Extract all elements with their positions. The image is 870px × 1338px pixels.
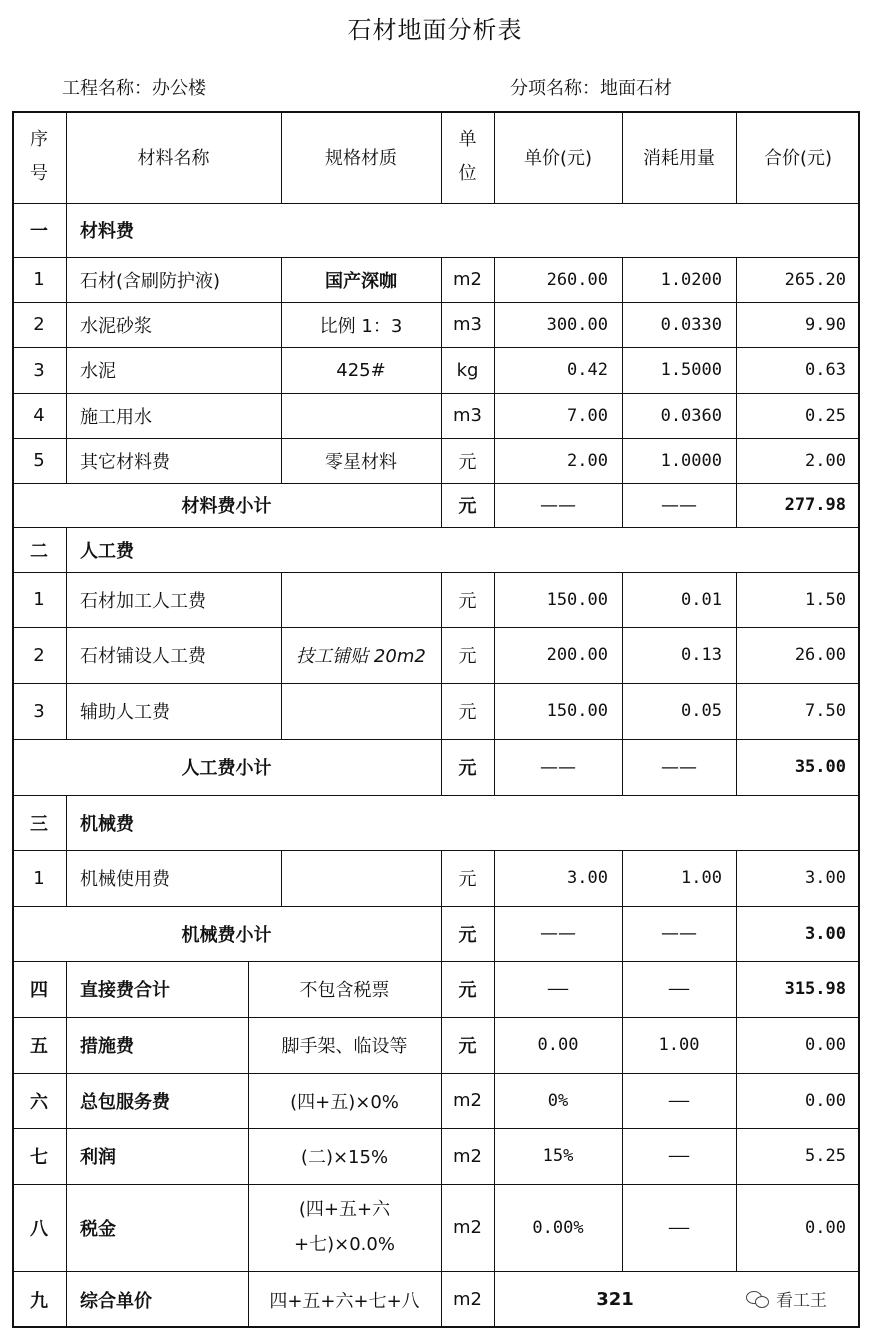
column-divider <box>66 347 67 393</box>
column-divider <box>66 572 67 627</box>
item-unit: 元 <box>458 590 477 612</box>
column-divider <box>281 111 282 203</box>
row-number: 2 <box>33 644 45 666</box>
row-number: 3 <box>33 700 45 722</box>
column-divider <box>736 1128 737 1184</box>
header-unit <box>441 111 494 203</box>
summary-total: 315.98 <box>784 979 846 999</box>
column-divider <box>736 906 737 961</box>
item-total: 0.63 <box>805 360 846 380</box>
summary-price: 0.00% <box>532 1217 584 1238</box>
summary-number: 五 <box>30 1036 48 1057</box>
column-divider <box>248 1073 249 1128</box>
subtotal-unit: 元 <box>458 496 477 517</box>
column-divider <box>494 1073 495 1128</box>
column-divider <box>494 1271 495 1328</box>
section-label: 材料费 <box>80 221 134 242</box>
subtotal-unit: 元 <box>458 924 477 946</box>
row-number: 1 <box>33 589 45 610</box>
item-spec: 国产深咖 <box>325 270 397 292</box>
column-divider <box>281 302 282 347</box>
column-divider <box>66 203 67 257</box>
column-divider <box>622 483 623 527</box>
item-spec: 比例 1：3 <box>319 315 403 337</box>
item-name: 水泥砂浆 <box>80 315 152 337</box>
column-divider <box>441 627 442 683</box>
column-divider <box>441 483 442 527</box>
column-divider <box>622 302 623 347</box>
item-price: 200.00 <box>546 645 608 665</box>
column-divider <box>494 572 495 627</box>
column-divider <box>441 572 442 627</box>
item-unit: m3 <box>453 405 482 426</box>
summary-number: 七 <box>30 1147 48 1168</box>
summary-name: 税金 <box>80 1218 116 1240</box>
column-divider <box>622 572 623 627</box>
subtotal-label: 人工费小计 <box>181 758 272 779</box>
item-name: 石材铺设人工费 <box>80 646 206 667</box>
column-divider <box>736 1184 737 1271</box>
item-qty: 0.0360 <box>660 405 722 426</box>
column-divider <box>736 739 737 795</box>
header-total: 合价(元) <box>763 148 833 169</box>
header-unit-char: 单 <box>458 128 477 150</box>
column-divider <box>494 347 495 393</box>
column-divider <box>622 850 623 906</box>
column-divider <box>736 572 737 627</box>
column-divider <box>736 393 737 438</box>
column-divider <box>622 257 623 302</box>
column-divider <box>66 1128 67 1184</box>
summary-spec: 不包含税票 <box>299 980 390 1001</box>
summary-total: 0.00 <box>805 1217 846 1238</box>
header-unit-char: 位 <box>458 163 477 184</box>
subtotal-qty: —— <box>661 923 697 944</box>
column-divider <box>66 257 67 302</box>
column-divider <box>736 257 737 302</box>
column-divider <box>66 1184 67 1271</box>
column-divider <box>66 795 67 850</box>
watermark-text: 看工王 <box>776 1291 827 1311</box>
column-divider <box>441 347 442 393</box>
column-divider <box>494 393 495 438</box>
summary-name: 直接费合计 <box>80 980 170 1001</box>
header-spec: 规格材质 <box>325 148 397 169</box>
column-divider <box>494 438 495 483</box>
column-divider <box>622 627 623 683</box>
summary-unit: 元 <box>458 1036 477 1057</box>
item-spec <box>281 850 441 906</box>
column-divider <box>281 257 282 302</box>
section-number: 二 <box>30 540 48 562</box>
project-name: 工程名称：办公楼 <box>62 78 206 99</box>
summary-price: —— <box>547 979 569 999</box>
column-divider <box>66 302 67 347</box>
column-divider <box>622 1073 623 1128</box>
subtotal-label: 材料费小计 <box>181 496 272 517</box>
item-qty: 1.5000 <box>660 360 722 380</box>
summary-spec: (四+五+六+七)×0.0% <box>294 1199 395 1255</box>
item-name: 其它材料费 <box>80 451 170 473</box>
final-unit: m2 <box>453 1289 482 1310</box>
item-total: 2.00 <box>805 450 846 471</box>
column-divider <box>66 627 67 683</box>
column-divider <box>441 302 442 347</box>
item-price: 260.00 <box>546 269 608 290</box>
column-divider <box>441 1128 442 1184</box>
chat-bubble-icon <box>746 1289 770 1309</box>
column-divider <box>622 1017 623 1073</box>
subtotal-label: 机械费小计 <box>181 924 272 946</box>
final-number: 九 <box>30 1290 48 1312</box>
column-divider <box>441 438 442 483</box>
column-divider <box>622 1128 623 1184</box>
item-total: 9.90 <box>805 314 846 335</box>
column-divider <box>441 111 442 203</box>
column-divider <box>622 438 623 483</box>
item-unit: 元 <box>458 646 477 667</box>
item-price: 150.00 <box>546 589 608 610</box>
summary-total: 5.25 <box>805 1146 846 1166</box>
column-divider <box>248 1271 249 1328</box>
header-seq-char: 序 <box>30 128 48 150</box>
item-price: 7.00 <box>567 405 608 426</box>
summary-total: 0.00 <box>805 1035 846 1055</box>
summary-unit: 元 <box>458 980 477 1001</box>
item-price: 300.00 <box>546 314 608 335</box>
column-divider <box>622 961 623 1017</box>
item-unit: m2 <box>453 269 482 290</box>
item-total: 3.00 <box>805 868 846 888</box>
column-divider <box>66 961 67 1017</box>
item-unit: 元 <box>458 451 477 473</box>
item-total: 26.00 <box>794 645 846 665</box>
summary-qty: —— <box>668 1090 690 1111</box>
item-unit: m3 <box>453 314 482 335</box>
summary-price: 0.00 <box>537 1035 579 1055</box>
header-name: 材料名称 <box>137 148 210 169</box>
item-qty: 1.0200 <box>660 269 722 290</box>
summary-name: 总包服务费 <box>80 1091 170 1113</box>
item-name: 施工用水 <box>80 406 152 428</box>
column-divider <box>622 111 623 203</box>
column-divider <box>281 347 282 393</box>
item-spec: 425# <box>336 359 386 381</box>
column-divider <box>622 906 623 961</box>
item-price: 2.00 <box>567 450 608 471</box>
column-divider <box>441 906 442 961</box>
column-divider <box>441 850 442 906</box>
column-divider <box>281 572 282 627</box>
item-total: 0.25 <box>805 405 846 426</box>
header-seq <box>12 111 66 203</box>
subtotal-price: —— <box>540 756 576 778</box>
item-name: 石材(含刷防护液) <box>80 270 221 292</box>
column-divider <box>494 961 495 1017</box>
column-divider <box>494 483 495 527</box>
column-divider <box>441 1184 442 1271</box>
item-unit: 元 <box>458 702 477 723</box>
item-name: 石材加工人工费 <box>80 590 206 612</box>
column-divider <box>494 1128 495 1184</box>
summary-unit: m2 <box>453 1217 482 1238</box>
column-divider <box>494 906 495 961</box>
subitem-name: 分项名称：地面石材 <box>510 78 672 99</box>
item-name: 辅助人工费 <box>80 702 170 723</box>
summary-qty: 1.00 <box>658 1035 700 1055</box>
column-divider <box>736 1017 737 1073</box>
row-number: 3 <box>33 359 45 381</box>
summary-name: 利润 <box>80 1147 116 1168</box>
column-divider <box>66 438 67 483</box>
column-divider <box>736 683 737 739</box>
item-qty: 0.05 <box>681 701 722 721</box>
column-divider <box>622 683 623 739</box>
column-divider <box>441 393 442 438</box>
header-seq-char: 号 <box>30 163 48 184</box>
column-divider <box>494 627 495 683</box>
item-price: 0.42 <box>567 360 608 380</box>
row-number: 4 <box>33 405 45 426</box>
column-divider <box>736 961 737 1017</box>
subtotal-total: 277.98 <box>784 495 846 515</box>
item-qty: 0.01 <box>681 589 722 610</box>
summary-number: 四 <box>30 980 48 1001</box>
item-qty: 1.0000 <box>660 450 722 471</box>
final-total: 321 <box>596 1289 634 1310</box>
column-divider <box>66 1073 67 1128</box>
item-total: 265.20 <box>784 269 846 290</box>
subtotal-unit: 元 <box>458 758 477 779</box>
summary-total: 0.00 <box>805 1090 846 1111</box>
column-divider <box>66 850 67 906</box>
column-divider <box>441 1073 442 1128</box>
summary-unit: m2 <box>453 1090 482 1111</box>
column-divider <box>494 1017 495 1073</box>
summary-price: 15% <box>542 1146 574 1166</box>
column-divider <box>66 527 67 572</box>
summary-name: 措施费 <box>80 1036 134 1057</box>
column-divider <box>736 302 737 347</box>
subtotal-price: —— <box>540 923 576 944</box>
summary-spec: 脚手架、临设等 <box>281 1036 408 1057</box>
column-divider <box>622 1184 623 1271</box>
column-divider <box>281 683 282 739</box>
row-number: 2 <box>33 314 45 335</box>
subtotal-qty: —— <box>661 494 697 516</box>
final-name: 综合单价 <box>80 1290 152 1312</box>
column-divider <box>494 257 495 302</box>
analysis-table <box>12 111 860 1328</box>
section-label: 机械费 <box>80 813 134 835</box>
item-qty: 0.0330 <box>660 314 722 335</box>
item-unit: kg <box>456 359 479 381</box>
column-divider <box>494 739 495 795</box>
column-divider <box>441 1017 442 1073</box>
column-divider <box>494 111 495 203</box>
summary-qty: —— <box>668 1146 690 1166</box>
item-spec <box>281 393 441 438</box>
column-divider <box>281 850 282 906</box>
column-divider <box>494 850 495 906</box>
column-divider <box>494 683 495 739</box>
page-title: 石材地面分析表 <box>347 16 523 44</box>
final-spec: 四+五+六+七+八 <box>269 1290 420 1312</box>
column-divider <box>736 483 737 527</box>
item-total: 7.50 <box>805 701 846 721</box>
column-divider <box>441 683 442 739</box>
column-divider <box>66 111 67 203</box>
summary-spec: (二)×15% <box>300 1147 389 1168</box>
subtotal-qty: —— <box>661 756 697 778</box>
item-name: 机械使用费 <box>80 869 170 890</box>
column-divider <box>622 393 623 438</box>
column-divider <box>66 393 67 438</box>
summary-qty: —— <box>668 1217 690 1238</box>
header-qty: 消耗用量 <box>643 148 715 169</box>
subtotal-price: —— <box>540 494 576 516</box>
column-divider <box>736 347 737 393</box>
subtotal-total: 3.00 <box>805 923 846 944</box>
summary-number: 八 <box>30 1218 48 1240</box>
subtotal-total: 35.00 <box>794 757 846 777</box>
item-price: 150.00 <box>546 701 608 721</box>
column-divider <box>441 1271 442 1328</box>
row-number: 1 <box>33 867 45 889</box>
item-total: 1.50 <box>805 589 846 610</box>
summary-price: 0% <box>547 1090 569 1111</box>
item-qty: 1.00 <box>681 868 722 888</box>
row-number: 5 <box>33 450 45 471</box>
item-spec <box>281 572 441 627</box>
column-divider <box>622 347 623 393</box>
item-spec <box>281 683 441 739</box>
column-divider <box>494 302 495 347</box>
column-divider <box>281 393 282 438</box>
watermark <box>746 1286 827 1311</box>
column-divider <box>622 739 623 795</box>
item-qty: 0.13 <box>681 645 722 665</box>
column-divider <box>736 438 737 483</box>
section-label: 人工费 <box>80 540 134 562</box>
column-divider <box>248 1128 249 1184</box>
summary-qty: —— <box>668 979 690 999</box>
column-divider <box>441 739 442 795</box>
column-divider <box>248 1017 249 1073</box>
item-price: 3.00 <box>567 868 608 888</box>
item-name: 水泥 <box>80 361 116 382</box>
column-divider <box>66 683 67 739</box>
column-divider <box>66 1017 67 1073</box>
column-divider <box>441 961 442 1017</box>
section-number: 三 <box>30 813 48 835</box>
item-spec: 技工铺贴 20m2 <box>296 646 426 667</box>
column-divider <box>281 438 282 483</box>
column-divider <box>494 1184 495 1271</box>
column-divider <box>736 1073 737 1128</box>
column-divider <box>248 1184 249 1271</box>
summary-unit: m2 <box>453 1145 482 1167</box>
column-divider <box>736 111 737 203</box>
column-divider <box>736 850 737 906</box>
item-unit: 元 <box>458 869 477 890</box>
row-number: 1 <box>33 269 45 290</box>
summary-spec: (四+五)×0% <box>290 1091 399 1113</box>
column-divider <box>281 627 282 683</box>
column-divider <box>248 961 249 1017</box>
column-divider <box>441 257 442 302</box>
column-divider <box>66 1271 67 1328</box>
item-spec: 零星材料 <box>325 451 397 473</box>
header-price: 单价(元) <box>523 148 593 169</box>
column-divider <box>736 627 737 683</box>
section-number: 一 <box>30 221 48 242</box>
summary-number: 六 <box>30 1091 48 1113</box>
